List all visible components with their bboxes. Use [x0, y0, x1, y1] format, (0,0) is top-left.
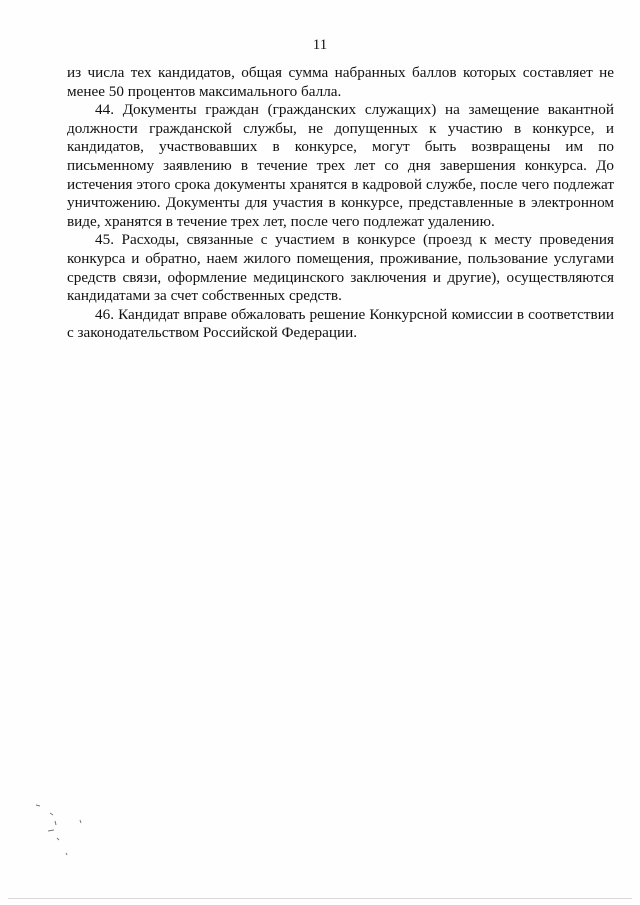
paragraph-45: 45. Расходы, связанные с участием в конкурсе (проезд к месту проведения конкурса и обратно, наем жилого помещения, проживание, пользование услугами средств связи, оформление медицинского заключения и другие), осуществляются кандидатами за счет собственных средств.	[67, 231, 614, 305]
page-number: 11	[312, 37, 328, 53]
paragraph-44: 44. Документы граждан (гражданских служащих) на замещение вакантной должности гражданской службы, не допущенных к участию в конкурсе, и кандидатов, участвовавших в конкурсе, могут быть возвращены им по письменному заявлению в течение трех лет со дня завершения конкурса. До истечения этого срока документы хранятся в кадровой службе, после чего подлежат уничтожению. Документы для участия в конкурсе, представленные в электронном виде, хранятся в течение трех лет, после чего подлежат удалению.	[67, 101, 614, 230]
scan-artifact-marks	[30, 795, 100, 865]
paragraph-continuation: из числа тех кандидатов, общая сумма набранных баллов которых составляет не менее 50 процентов максимального балла.	[67, 64, 614, 100]
scan-edge-line	[8, 898, 632, 899]
document-body	[67, 64, 614, 343]
paragraph-46: 46. Кандидат вправе обжаловать решение Конкурсной комиссии в соответствии с законодательством Российской Федерации.	[67, 305, 614, 342]
